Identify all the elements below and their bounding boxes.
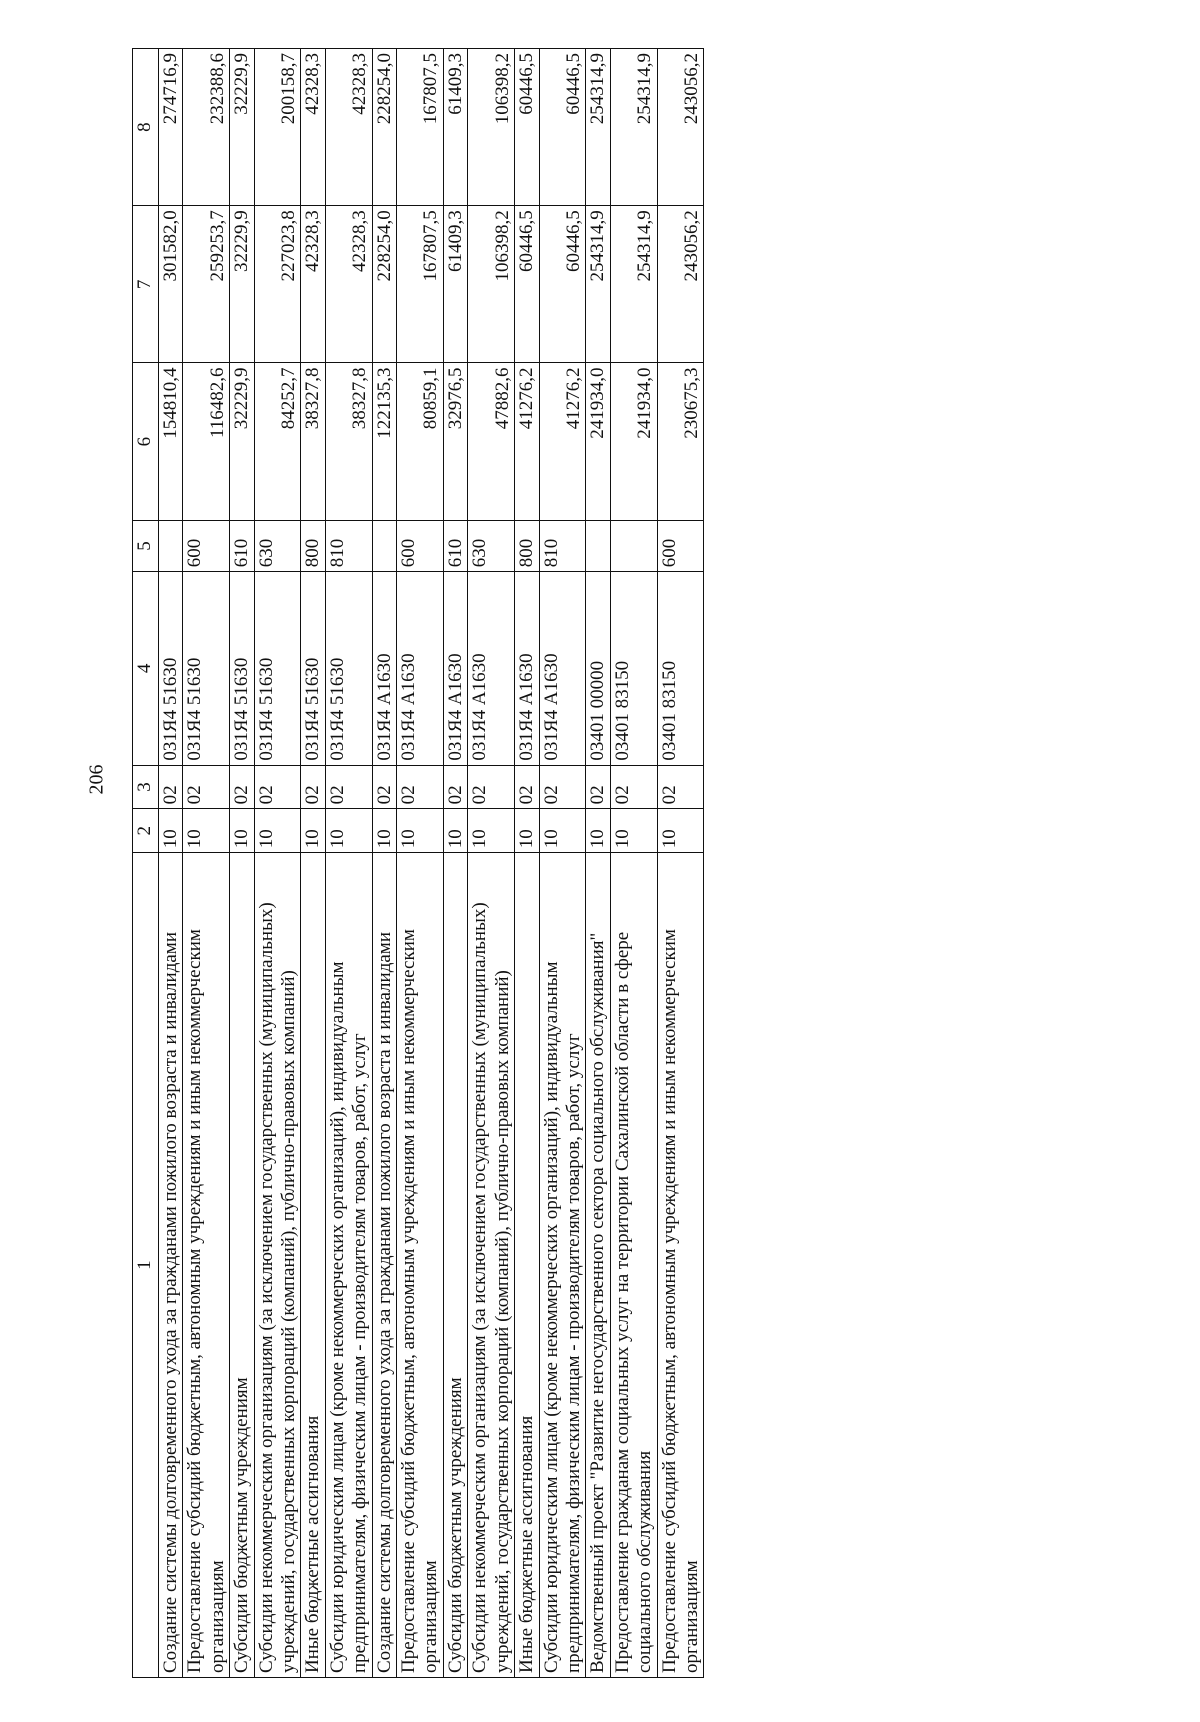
row-name: Субсидии бюджетным учреждениям xyxy=(230,853,254,1678)
row-expense-type: 600 xyxy=(397,520,444,572)
row-subsection: 02 xyxy=(657,765,704,809)
row-expense-type: 610 xyxy=(443,520,467,572)
row-subsection: 02 xyxy=(586,765,610,809)
row-name: Создание системы долговременного ухода за гражданами пожилого возраста и инвалидами xyxy=(372,853,396,1678)
row-amount-7: 254314,9 xyxy=(586,206,610,363)
row-section: 10 xyxy=(230,809,254,853)
row-target-code: 031Я4 51630 xyxy=(301,572,325,765)
row-amount-8: 60446,5 xyxy=(539,49,586,206)
row-amount-7: 227023,8 xyxy=(254,206,301,363)
row-section: 10 xyxy=(254,809,301,853)
row-amount-7: 60446,5 xyxy=(515,206,539,363)
row-amount-6: 122135,3 xyxy=(372,363,396,520)
budget-table xyxy=(132,48,704,1678)
row-subsection: 02 xyxy=(159,765,183,809)
table-row xyxy=(183,49,230,1678)
row-amount-8: 167807,5 xyxy=(397,49,444,206)
row-target-code: 031Я4 А1630 xyxy=(372,572,396,765)
header-row xyxy=(133,49,159,1678)
row-subsection: 02 xyxy=(610,765,657,809)
row-amount-6: 116482,6 xyxy=(183,363,230,520)
page-number: 206 xyxy=(85,764,108,795)
row-expense-type: 800 xyxy=(515,520,539,572)
row-target-code: 031Я4 51630 xyxy=(230,572,254,765)
row-amount-7: 254314,9 xyxy=(610,206,657,363)
row-name: Предоставление субсидий бюджетным, автономным учреждениям и иным некоммерческим организациям xyxy=(657,853,704,1678)
row-expense-type xyxy=(586,520,610,572)
row-amount-8: 42328,3 xyxy=(325,49,372,206)
row-amount-8: 200158,7 xyxy=(254,49,301,206)
row-amount-8: 106398,2 xyxy=(468,49,515,206)
row-name: Иные бюджетные ассигнования xyxy=(301,853,325,1678)
header-col-8: 8 xyxy=(133,49,159,206)
row-amount-7: 228254,0 xyxy=(372,206,396,363)
row-amount-8: 232388,6 xyxy=(183,49,230,206)
row-section: 10 xyxy=(397,809,444,853)
row-expense-type: 800 xyxy=(301,520,325,572)
table-row xyxy=(539,49,586,1678)
row-section: 10 xyxy=(586,809,610,853)
row-amount-6: 230675,3 xyxy=(657,363,704,520)
row-amount-8: 243056,2 xyxy=(657,49,704,206)
row-amount-8: 228254,0 xyxy=(372,49,396,206)
row-amount-8: 61409,3 xyxy=(443,49,467,206)
header-col-5: 5 xyxy=(133,520,159,572)
row-amount-7: 42328,3 xyxy=(325,206,372,363)
row-amount-8: 254314,9 xyxy=(586,49,610,206)
row-amount-7: 243056,2 xyxy=(657,206,704,363)
row-target-code: 031Я4 А1630 xyxy=(515,572,539,765)
row-expense-type xyxy=(372,520,396,572)
row-target-code: 03401 83150 xyxy=(610,572,657,765)
row-expense-type: 600 xyxy=(657,520,704,572)
row-amount-7: 61409,3 xyxy=(443,206,467,363)
row-section: 10 xyxy=(515,809,539,853)
header-col-1: 1 xyxy=(133,853,159,1678)
row-target-code: 031Я4 51630 xyxy=(183,572,230,765)
row-section: 10 xyxy=(372,809,396,853)
row-target-code: 031Я4 А1630 xyxy=(468,572,515,765)
row-subsection: 02 xyxy=(515,765,539,809)
row-amount-6: 241934,0 xyxy=(610,363,657,520)
row-name: Создание системы долговременного ухода за гражданами пожилого возраста и инвалидами xyxy=(159,853,183,1678)
row-name: Предоставление гражданам социальных услуг на территории Сахалинской области в сфере социального обслуживания xyxy=(610,853,657,1678)
row-section: 10 xyxy=(539,809,586,853)
budget-table-container xyxy=(132,48,1200,1678)
row-name: Предоставление субсидий бюджетным, автономным учреждениям и иным некоммерческим организациям xyxy=(397,853,444,1678)
row-name: Ведомственный проект "Развитие негосударственного сектора социального обслуживания" xyxy=(586,853,610,1678)
table-row xyxy=(610,49,657,1678)
row-expense-type: 810 xyxy=(539,520,586,572)
header-col-4: 4 xyxy=(133,572,159,765)
header-col-3: 3 xyxy=(133,765,159,809)
row-amount-6: 80859,1 xyxy=(397,363,444,520)
table-row xyxy=(325,49,372,1678)
row-amount-7: 259253,7 xyxy=(183,206,230,363)
header-col-7: 7 xyxy=(133,206,159,363)
header-col-6: 6 xyxy=(133,363,159,520)
row-name: Субсидии некоммерческим организациям (за исключением государственных (муниципальных) учреждений, государственных корпораций (компаний), публично-правовых компаний) xyxy=(254,853,301,1678)
row-expense-type: 630 xyxy=(468,520,515,572)
table-row xyxy=(657,49,704,1678)
row-amount-6: 41276,2 xyxy=(539,363,586,520)
row-subsection: 02 xyxy=(230,765,254,809)
row-name: Предоставление субсидий бюджетным, автономным учреждениям и иным некоммерческим организациям xyxy=(183,853,230,1678)
row-amount-8: 274716,9 xyxy=(159,49,183,206)
row-subsection: 02 xyxy=(397,765,444,809)
row-name: Иные бюджетные ассигнования xyxy=(515,853,539,1678)
row-amount-7: 32229,9 xyxy=(230,206,254,363)
row-name: Субсидии юридическим лицам (кроме некоммерческих организаций), индивидуальным предпринимателям, физическим лицам - производителям товаров, работ, услуг xyxy=(325,853,372,1678)
row-amount-6: 241934,0 xyxy=(586,363,610,520)
row-amount-7: 60446,5 xyxy=(539,206,586,363)
row-target-code: 031Я4 51630 xyxy=(325,572,372,765)
row-section: 10 xyxy=(657,809,704,853)
row-subsection: 02 xyxy=(301,765,325,809)
row-section: 10 xyxy=(468,809,515,853)
table-row xyxy=(397,49,444,1678)
row-amount-7: 167807,5 xyxy=(397,206,444,363)
row-amount-8: 60446,5 xyxy=(515,49,539,206)
row-amount-7: 42328,3 xyxy=(301,206,325,363)
row-section: 10 xyxy=(325,809,372,853)
row-amount-8: 32229,9 xyxy=(230,49,254,206)
row-subsection: 02 xyxy=(443,765,467,809)
table-row xyxy=(515,49,539,1678)
row-amount-6: 32229,9 xyxy=(230,363,254,520)
row-expense-type xyxy=(159,520,183,572)
row-amount-6: 38327,8 xyxy=(325,363,372,520)
row-subsection: 02 xyxy=(254,765,301,809)
row-section: 10 xyxy=(610,809,657,853)
row-target-code: 031Я4 51630 xyxy=(254,572,301,765)
row-amount-6: 41276,2 xyxy=(515,363,539,520)
row-target-code: 03401 00000 xyxy=(586,572,610,765)
row-expense-type: 630 xyxy=(254,520,301,572)
row-target-code: 03401 83150 xyxy=(657,572,704,765)
row-amount-7: 106398,2 xyxy=(468,206,515,363)
row-expense-type xyxy=(610,520,657,572)
row-target-code: 031Я4 А1630 xyxy=(539,572,586,765)
row-amount-6: 38327,8 xyxy=(301,363,325,520)
row-amount-8: 42328,3 xyxy=(301,49,325,206)
table-row xyxy=(586,49,610,1678)
row-subsection: 02 xyxy=(468,765,515,809)
row-subsection: 02 xyxy=(539,765,586,809)
table-row xyxy=(254,49,301,1678)
row-name: Субсидии бюджетным учреждениям xyxy=(443,853,467,1678)
row-target-code: 031Я4 А1630 xyxy=(397,572,444,765)
row-section: 10 xyxy=(159,809,183,853)
table-row xyxy=(301,49,325,1678)
row-target-code: 031Я4 А1630 xyxy=(443,572,467,765)
row-subsection: 02 xyxy=(183,765,230,809)
table-row xyxy=(372,49,396,1678)
row-expense-type: 600 xyxy=(183,520,230,572)
row-expense-type: 610 xyxy=(230,520,254,572)
row-amount-6: 154810,4 xyxy=(159,363,183,520)
header-col-2: 2 xyxy=(133,809,159,853)
table-row xyxy=(443,49,467,1678)
row-section: 10 xyxy=(301,809,325,853)
table-row xyxy=(230,49,254,1678)
row-section: 10 xyxy=(443,809,467,853)
row-amount-6: 47882,6 xyxy=(468,363,515,520)
row-subsection: 02 xyxy=(372,765,396,809)
row-expense-type: 810 xyxy=(325,520,372,572)
row-subsection: 02 xyxy=(325,765,372,809)
row-amount-6: 84252,7 xyxy=(254,363,301,520)
table-row xyxy=(159,49,183,1678)
row-target-code: 031Я4 51630 xyxy=(159,572,183,765)
row-section: 10 xyxy=(183,809,230,853)
row-amount-6: 32976,5 xyxy=(443,363,467,520)
row-name: Субсидии некоммерческим организациям (за исключением государственных (муниципальных) учреждений, государственных корпораций (компаний), публично-правовых компаний) xyxy=(468,853,515,1678)
row-name: Субсидии юридическим лицам (кроме некоммерческих организаций), индивидуальным предпринимателям, физическим лицам - производителям товаров, работ, услуг xyxy=(539,853,586,1678)
table-row xyxy=(468,49,515,1678)
row-amount-7: 301582,0 xyxy=(159,206,183,363)
row-amount-8: 254314,9 xyxy=(610,49,657,206)
